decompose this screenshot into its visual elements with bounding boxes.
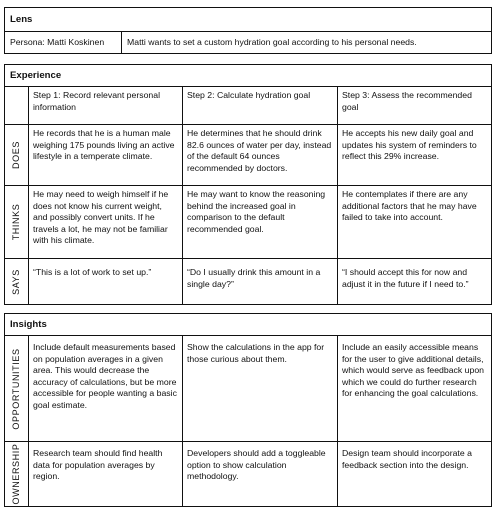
thinks-step-1: He may need to weigh himself if he does not know his current weight, and possibly convert units. If he travels a lot, he may not be familiar with his climate. bbox=[28, 186, 182, 258]
says-step-1: “This is a lot of work to set up.” bbox=[28, 259, 182, 304]
persona-row bbox=[5, 32, 491, 53]
persona-goal: Matti wants to set a custom hydration goal according to his personal needs. bbox=[121, 32, 491, 53]
opportunities-row bbox=[5, 336, 491, 441]
says-step-3: “I should accept this for now and adjust it in the future if I need to.” bbox=[337, 259, 491, 304]
experience-heading: Experience bbox=[5, 65, 491, 87]
opportunities-step-3: Include an easily accessible means for the user to give additional details, which would serve as feedback upon which we could do further research for enhancing the goal calculations. bbox=[337, 336, 491, 441]
steps-corner bbox=[5, 87, 28, 124]
ownership-step-2: Developers should add a toggleable option to show calculation methodology. bbox=[182, 442, 337, 506]
does-row bbox=[5, 124, 491, 185]
step-3-header: Step 3: Assess the recommended goal bbox=[337, 87, 491, 124]
ownership-step-3: Design team should incorporate a feedback section into the design. bbox=[337, 442, 491, 506]
experience-section bbox=[4, 64, 492, 305]
ownership-row bbox=[5, 441, 491, 506]
insights-section bbox=[4, 313, 492, 507]
says-label: SAYS bbox=[10, 268, 21, 295]
does-step-3: He accepts his new daily goal and updates his system of reminders to reflect this 29% increase. bbox=[337, 125, 491, 185]
step-1-header: Step 1: Record relevant personal information bbox=[28, 87, 182, 124]
persona-label: Persona: Matti Koskinen bbox=[10, 36, 105, 47]
opportunities-label: OPPORTUNITIES bbox=[10, 347, 21, 430]
thinks-row bbox=[5, 185, 491, 258]
says-step-2: “Do I usually drink this amount in a single day?” bbox=[182, 259, 337, 304]
step-2-header: Step 2: Calculate hydration goal bbox=[182, 87, 337, 124]
lens-heading: Lens bbox=[5, 8, 491, 32]
opportunities-step-1: Include default measurements based on population averages in a given area. This would decrease the accuracy of calculations, but be more accessible for people wanting a basic goal estimate. bbox=[28, 336, 182, 441]
ownership-label: OWNERSHIP bbox=[10, 443, 21, 505]
steps-row bbox=[5, 87, 491, 124]
says-row bbox=[5, 258, 491, 304]
ownership-step-1: Research team should find health data for population averages by region. bbox=[28, 442, 182, 506]
opportunities-step-2: Show the calculations in the app for those curious about them. bbox=[182, 336, 337, 441]
lens-section bbox=[4, 7, 492, 54]
thinks-step-2: He may want to know the reasoning behind the increased goal in comparison to the default recommended goal. bbox=[182, 186, 337, 258]
insights-heading: Insights bbox=[5, 314, 491, 336]
does-step-2: He determines that he should drink 82.6 ounces of water per day, instead of the default 64 ounces recommended by doctors. bbox=[182, 125, 337, 185]
does-label: DOES bbox=[10, 141, 21, 169]
does-step-1: He records that he is a human male weighing 175 pounds living an active lifestyle in a temperate climate. bbox=[28, 125, 182, 185]
thinks-label: THINKS bbox=[10, 203, 21, 241]
thinks-step-3: He contemplates if there are any additional factors that he may have failed to take into account. bbox=[337, 186, 491, 258]
